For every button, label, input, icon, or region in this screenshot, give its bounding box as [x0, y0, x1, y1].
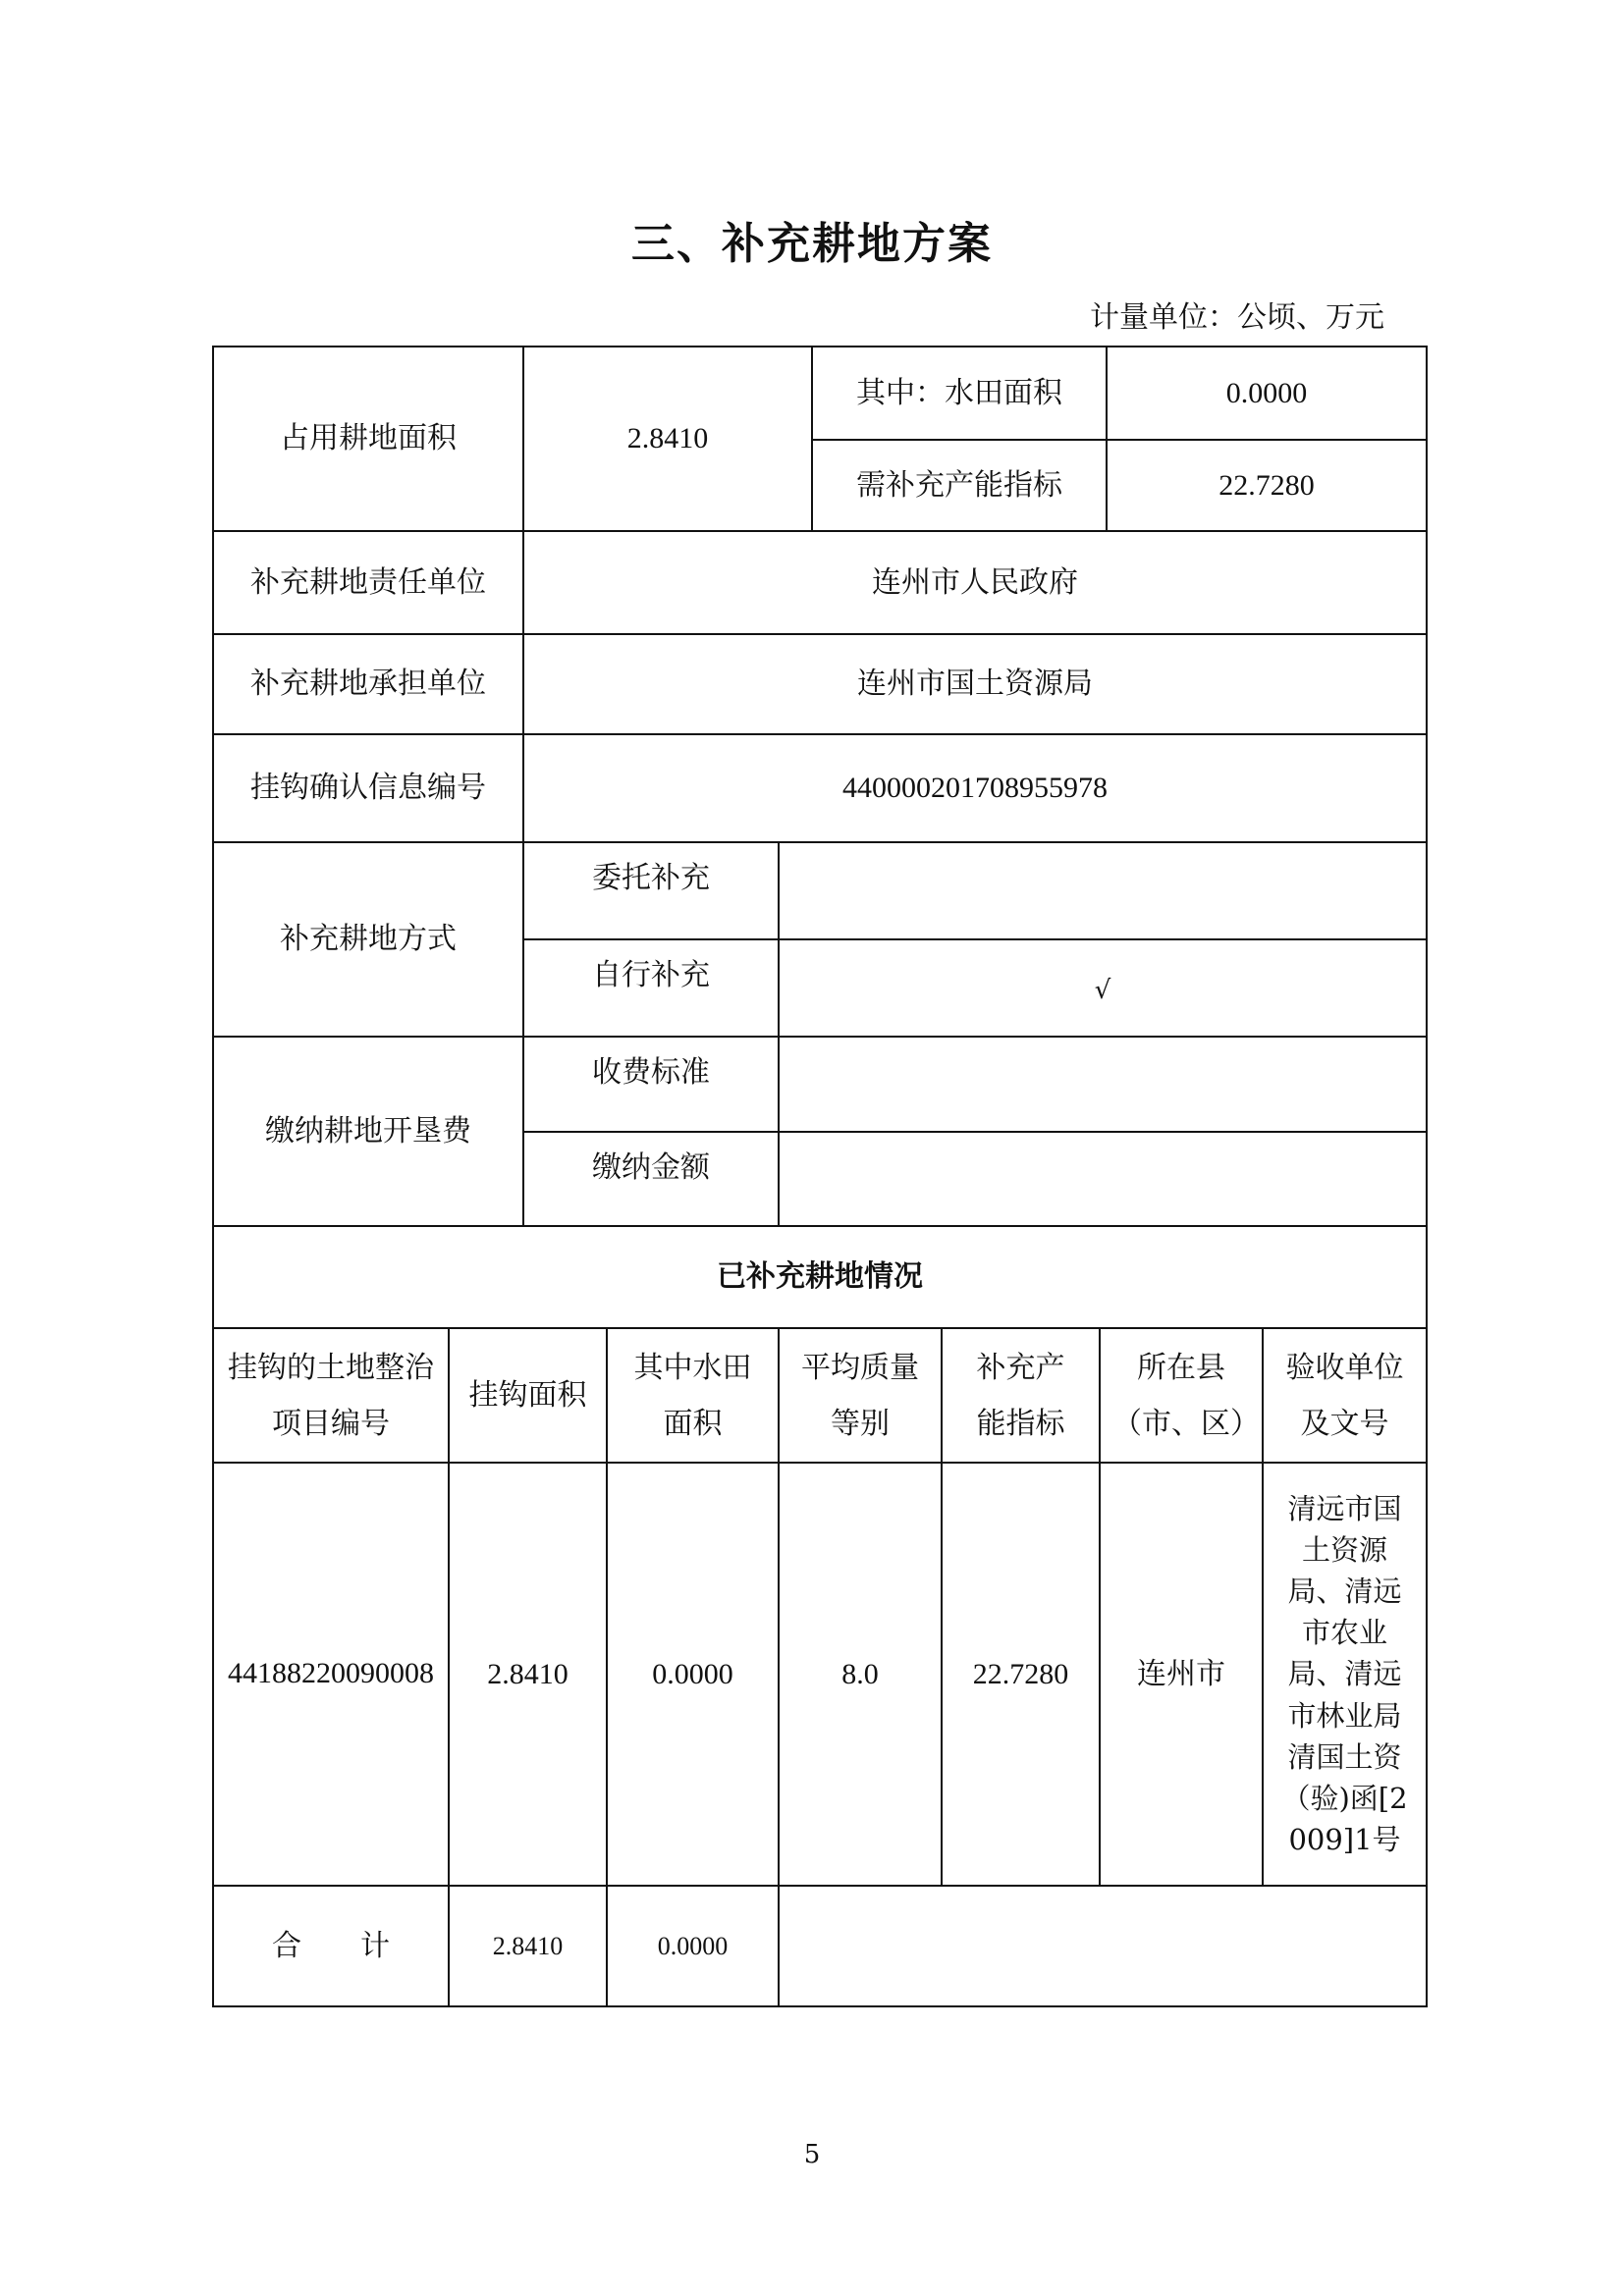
- total-area: 2.8410: [492, 1931, 564, 1960]
- column-header: 验收单位及文号: [1285, 1350, 1404, 1441]
- occupied-area-label: 占用耕地面积: [280, 421, 457, 456]
- undertaking-unit-value: 连州市国土资源局: [857, 667, 1093, 702]
- paddy-area-value: 0.0000: [1225, 376, 1308, 409]
- project-number-cell: 44188220090008: [228, 1657, 434, 1690]
- unit-note: 计量单位：公顷、万元: [1090, 300, 1384, 335]
- county-cell: 连州市: [1137, 1656, 1225, 1691]
- paddy-area-cell: 0.0000: [652, 1657, 733, 1690]
- method-label: 补充耕地方式: [280, 922, 457, 957]
- fee-label: 缴纳耕地开垦费: [265, 1113, 471, 1148]
- capacity-cell: 22.7280: [972, 1657, 1069, 1690]
- paddy-area-label: 其中：水田面积: [856, 375, 1062, 410]
- method-self-label: 自行补充: [592, 958, 710, 992]
- acceptance-unit-cell: 清远市国土资源局、清远市农业局、清远市林业局清国土资（验)函[2009]1号: [1281, 1492, 1408, 1856]
- fee-amount-value: [780, 1133, 1426, 1225]
- confirm-number-label: 挂钩确认信息编号: [250, 771, 486, 806]
- table-border-line: [212, 2005, 1428, 2007]
- undertaking-unit-label: 补充耕地承担单位: [250, 667, 486, 702]
- fee-amount-label: 缴纳金额: [592, 1150, 710, 1185]
- method-self-check: √: [1094, 975, 1111, 1005]
- method-entrust-value: [780, 843, 1426, 938]
- page-title: 三、补充耕地方案: [631, 219, 993, 269]
- page-number: 5: [803, 2140, 821, 2169]
- capacity-value: 22.7280: [1218, 468, 1315, 502]
- column-header: 补充产能指标: [976, 1350, 1065, 1441]
- fee-standard-value: [780, 1038, 1426, 1131]
- responsible-unit-value: 连州市人民政府: [872, 564, 1078, 600]
- quality-grade-cell: 8.0: [841, 1657, 879, 1690]
- total-label: 合 计: [272, 1928, 390, 1963]
- column-header: 平均质量等别: [801, 1350, 919, 1441]
- column-header: 其中水田面积: [633, 1350, 752, 1441]
- total-paddy: 0.0000: [657, 1931, 729, 1960]
- hook-area-cell: 2.8410: [487, 1657, 568, 1690]
- occupied-area-value: 2.8410: [626, 422, 709, 455]
- table-border-line: [1426, 346, 1428, 2007]
- column-header: 挂钩的土地整治项目编号: [228, 1350, 434, 1441]
- column-header: 挂钩面积: [468, 1378, 587, 1413]
- fee-standard-label: 收费标准: [592, 1055, 710, 1090]
- responsible-unit-label: 补充耕地责任单位: [250, 564, 486, 600]
- confirm-number-value: 440000201708955978: [842, 772, 1108, 805]
- column-header: 所在县（市、区）: [1112, 1350, 1260, 1441]
- method-entrust-label: 委托补充: [592, 861, 710, 895]
- capacity-label: 需补充产能指标: [856, 467, 1062, 503]
- section-title: 已补充耕地情况: [717, 1259, 923, 1295]
